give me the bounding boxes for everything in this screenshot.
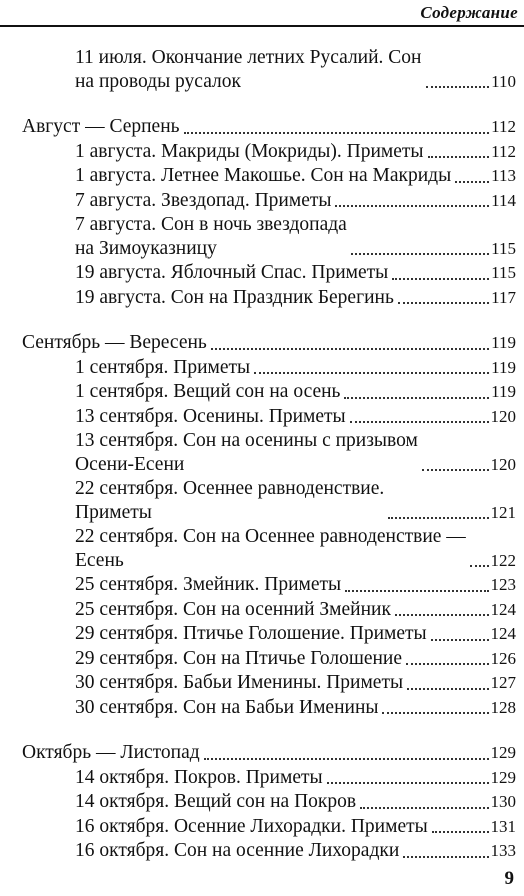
dot-leader — [428, 146, 490, 158]
toc-entry[interactable] — [22, 164, 516, 188]
entry-title-line: 14 октября. Покров. Приметы — [75, 766, 323, 788]
toc-section-heading[interactable] — [22, 741, 516, 765]
entry-title — [75, 622, 427, 646]
entry-title — [75, 356, 250, 380]
entry-title — [75, 380, 340, 404]
entry-page-number: 123 — [490, 575, 516, 594]
dot-leader — [184, 122, 490, 134]
entry-title-line: 30 сентября. Сон на Бабьи Именины — [75, 696, 379, 718]
entry-page-number: 127 — [490, 673, 516, 692]
dot-leader — [470, 555, 489, 567]
section-spacer — [22, 719, 516, 741]
toc-entry[interactable] — [22, 46, 516, 93]
toc-entry[interactable] — [22, 622, 516, 646]
toc-entry[interactable] — [22, 380, 516, 404]
entry-page-number: 133 — [490, 841, 516, 860]
entry-title — [75, 790, 356, 814]
toc-entry[interactable] — [22, 477, 516, 524]
toc-entry[interactable] — [22, 766, 516, 790]
entry-title — [75, 46, 422, 93]
header-rule — [0, 25, 524, 27]
entry-title-line: 29 сентября. Сон на Птичье Голошение — [75, 647, 403, 669]
dot-leader — [388, 507, 488, 519]
dot-leader — [327, 772, 489, 784]
toc-entry[interactable] — [22, 286, 516, 310]
dot-leader — [254, 362, 489, 374]
dot-leader — [398, 292, 489, 304]
entry-title — [75, 140, 424, 164]
toc-entry[interactable] — [22, 839, 516, 863]
entry-page-number: 130 — [490, 792, 516, 811]
dot-leader — [406, 653, 488, 665]
dot-leader — [344, 387, 489, 399]
entry-title — [75, 189, 331, 213]
entry-title-line: Сентябрь — Вересень — [22, 332, 207, 353]
entry-page-number: 120 — [490, 406, 516, 426]
entry-title-line: 25 сентября. Сон на осенний Змейник — [75, 598, 391, 620]
entry-title-line: 1 сентября. Приметы — [75, 356, 251, 378]
entry-title — [75, 261, 388, 285]
section-spacer — [22, 93, 516, 115]
entry-page-number: 121 — [490, 502, 516, 522]
toc-section-heading[interactable] — [22, 115, 516, 139]
dot-leader — [432, 821, 489, 833]
toc-entry[interactable] — [22, 213, 516, 260]
entry-title-line: 1 августа. Макриды (Мокриды). Приметы — [75, 140, 424, 162]
entry-title — [75, 164, 451, 188]
entry-page-number: 129 — [490, 767, 516, 787]
toc-entry[interactable] — [22, 598, 516, 622]
dot-leader — [455, 171, 489, 183]
entry-title — [75, 647, 402, 671]
entry-page-number: 110 — [491, 71, 516, 91]
toc-entry[interactable] — [22, 790, 516, 814]
dot-leader — [345, 580, 488, 592]
entry-title — [75, 598, 391, 622]
section-spacer — [22, 309, 516, 331]
dot-leader — [407, 678, 488, 690]
toc-entry[interactable] — [22, 140, 516, 164]
dot-leader — [392, 268, 489, 280]
entry-page-number: 113 — [491, 166, 516, 185]
entry-title-line: Август — Серпень — [22, 116, 180, 137]
entry-page-number: 112 — [491, 117, 516, 136]
toc-entry[interactable] — [22, 356, 516, 380]
entry-title-line: 29 сентября. Птичье Голошение. Приметы — [75, 623, 427, 644]
entry-title — [75, 696, 378, 720]
dot-leader — [360, 797, 488, 809]
dot-leader — [382, 702, 488, 714]
dot-leader — [395, 604, 489, 616]
entry-page-number: 122 — [490, 550, 516, 570]
dot-leader — [350, 411, 489, 423]
entry-title-line: на проводы русалок — [75, 70, 241, 92]
entry-title — [75, 815, 428, 839]
entry-page-number: 128 — [490, 697, 516, 717]
toc-entry[interactable] — [22, 815, 516, 839]
entry-title-line: 30 сентября. Бабьи Именины. Приметы — [75, 672, 404, 693]
entry-title — [75, 477, 384, 524]
entry-page-number: 112 — [491, 141, 516, 161]
entry-title-line: 11 июля. Окончание летних Русалий. Сон — [75, 47, 422, 68]
dot-leader — [422, 459, 489, 471]
running-head: Содержание — [420, 3, 518, 22]
entry-title-line: 7 августа. Звездопад. Приметы — [75, 189, 332, 211]
toc-entry[interactable] — [22, 429, 516, 476]
entry-title-line: 16 октября. Сон на осенние Лихорадки — [75, 840, 400, 861]
entry-title-line: Есень — [75, 549, 124, 571]
dot-leader — [431, 629, 489, 641]
entry-title — [75, 766, 323, 790]
entry-title-line: 25 сентября. Змейник. Приметы — [75, 574, 342, 595]
entry-title — [75, 525, 466, 572]
entry-page-number: 126 — [490, 648, 516, 668]
toc-entry[interactable] — [22, 261, 516, 285]
entry-title-line: на Зимоуказницу — [75, 237, 217, 259]
entry-title-line: 7 августа. Сон в ночь звездопада — [75, 214, 347, 235]
dot-leader — [211, 338, 489, 350]
entry-title-line: 13 сентября. Осенины. Приметы — [75, 405, 346, 427]
entry-title — [75, 429, 418, 476]
entry-title — [22, 741, 200, 765]
entry-page-number: 115 — [491, 263, 516, 282]
toc-entry[interactable] — [22, 405, 516, 429]
entry-page-number: 124 — [490, 624, 516, 643]
entry-title-line: 22 сентября. Осеннее равноденствие. — [75, 478, 385, 499]
toc-entry[interactable] — [22, 647, 516, 671]
page-number: 9 — [504, 868, 514, 889]
entry-title-line: Приметы — [75, 501, 152, 523]
entry-page-number: 114 — [491, 190, 516, 210]
entry-page-number: 119 — [491, 333, 516, 352]
entry-title-line: 19 августа. Яблочный Спас. Приметы — [75, 262, 389, 283]
entry-title-line: Октябрь — Листопад — [22, 742, 200, 763]
entry-page-number: 119 — [491, 382, 516, 401]
entry-page-number: 115 — [491, 238, 516, 258]
toc-entry[interactable] — [22, 189, 516, 213]
entry-page-number: 119 — [491, 357, 516, 377]
toc-entry[interactable] — [22, 573, 516, 597]
dot-leader — [351, 243, 489, 255]
toc-entry[interactable] — [22, 671, 516, 695]
entry-title-line: 14 октября. Вещий сон на Покров — [75, 791, 357, 812]
entry-title — [75, 405, 346, 429]
toc-section-heading[interactable] — [22, 331, 516, 355]
entry-title-line: 19 августа. Сон на Праздник Берегинь — [75, 286, 394, 308]
toc-entry[interactable] — [22, 696, 516, 720]
entry-page-number: 131 — [490, 816, 516, 836]
entry-page-number: 124 — [490, 599, 516, 619]
entry-title-line: 13 сентября. Сон на осенины с призывом — [75, 430, 418, 451]
entry-title-line: 16 октября. Осенние Лихорадки. Приметы — [75, 815, 428, 837]
table-of-contents — [22, 45, 516, 863]
entry-page-number: 129 — [490, 743, 516, 762]
dot-leader — [335, 195, 489, 207]
entry-title — [22, 115, 180, 139]
entry-title — [75, 839, 399, 863]
dot-leader — [426, 76, 490, 88]
entry-title — [22, 331, 207, 355]
toc-entry[interactable] — [22, 525, 516, 572]
dot-leader — [403, 846, 488, 858]
dot-leader — [204, 748, 489, 760]
entry-title-line: Осени-Есени — [75, 453, 185, 475]
entry-page-number: 120 — [490, 454, 516, 474]
entry-title — [75, 286, 394, 310]
entry-title-line: 1 сентября. Вещий сон на осень — [75, 381, 341, 402]
entry-title — [75, 573, 341, 597]
entry-title-line: 1 августа. Летнее Макошье. Сон на Макриды — [75, 165, 452, 186]
entry-page-number: 117 — [491, 287, 516, 307]
entry-title — [75, 213, 347, 260]
entry-title-line: 22 сентября. Сон на Осеннее равноденствие — — [75, 526, 466, 547]
entry-title — [75, 671, 403, 695]
